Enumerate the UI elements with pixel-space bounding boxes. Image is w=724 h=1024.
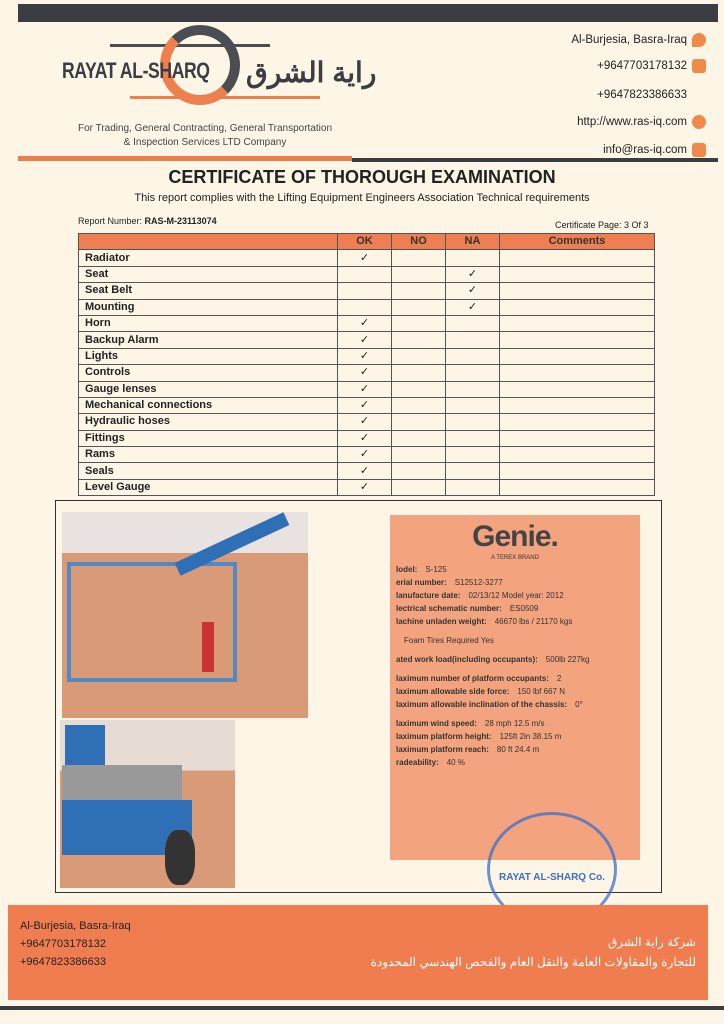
no-cell [392,463,446,479]
table-row [79,283,655,299]
contact-address [406,32,706,48]
table-row [79,365,655,381]
plate-line [396,578,634,588]
comments-cell [500,397,655,413]
plate-value: 28 mph 12.5 m/s [484,719,545,728]
item-label: Mechanical connections [79,397,338,413]
inspection-table [78,233,655,496]
plate-value: Foam Tires Required Yes [404,636,494,645]
plate-value: 0° [575,700,583,709]
na-cell [446,430,500,446]
item-label: Fittings [79,430,338,446]
ok-cell [338,266,392,282]
no-cell [392,365,446,381]
plate-value: 02/13/12 Model year: 2012 [468,591,564,600]
footer-phone: +9647703178132 [20,938,106,950]
na-cell [446,381,500,397]
bottom-bar [0,1006,724,1010]
plate-value: 125ft 2in 38.15 m [499,732,562,741]
plate-line [396,655,634,665]
plate-label: laximum wind speed: [396,719,477,728]
table-row [79,479,655,495]
ok-cell: ✓ [338,365,392,381]
certificate-page: Certificate Page: 3 Of 3 [555,220,649,230]
comments-cell [500,381,655,397]
ok-cell: ✓ [338,414,392,430]
item-label: Seat Belt [79,283,338,299]
comments-cell [500,463,655,479]
header-item [79,234,338,250]
plate-label: lodel: [396,565,418,574]
company-name-en: RAYAT AL-SHARQ [62,58,210,83]
header-no: NO [392,234,446,250]
contact-text: +9647703178132 [597,60,687,72]
item-label: Lights [79,348,338,364]
company-stamp-text: RAYAT AL-SHARQ Co. [499,872,605,883]
contact-phone2 [387,87,687,103]
ok-cell [338,299,392,315]
comments-cell [500,332,655,348]
no-cell [392,299,446,315]
header-comments: Comments [500,234,655,250]
item-label: Rams [79,447,338,463]
na-cell [446,348,500,364]
na-cell: ✓ [446,283,500,299]
ok-cell [338,283,392,299]
genie-sub: A TEREX BRAND [491,555,539,561]
no-cell [392,348,446,364]
location-icon [692,33,706,47]
plate-line [396,617,634,627]
divider [352,158,718,162]
ok-cell: ✓ [338,397,392,413]
plate-line [396,732,634,742]
plate-label: laximum platform reach: [396,745,489,754]
report-number [78,216,217,227]
comments-cell [500,430,655,446]
no-cell [392,479,446,495]
item-label: Controls [79,365,338,381]
table-row [79,381,655,397]
ok-cell: ✓ [338,250,392,266]
table-row [79,414,655,430]
table-row [79,447,655,463]
plate-value: S12512-3277 [454,578,503,587]
phone-icon [692,59,706,73]
ok-cell: ✓ [338,430,392,446]
contact-text: +9647823386633 [597,89,687,101]
na-cell: ✓ [446,266,500,282]
globe-icon [692,115,706,129]
plate-line [396,591,634,601]
contact-text[interactable]: http://www.ras-iq.com [577,116,687,128]
item-label: Seat [79,266,338,282]
report-value: RAS-M-23113074 [144,216,217,226]
contact-phone1 [406,58,706,74]
tagline-line: For Trading, General Contracting, General Transportation [77,123,333,134]
plate-value: 40 % [446,758,465,767]
ok-cell: ✓ [338,315,392,331]
plate-line [396,700,634,710]
plate-label: lectrical schematic number: [396,604,502,613]
plate-line [396,745,634,755]
ok-cell: ✓ [338,348,392,364]
plate-line [396,636,634,646]
footer-tagline-ar: للتجارة والمقاولات العامة والنقل العام والفحص الهندسي المحدودة [370,955,696,969]
no-cell [392,283,446,299]
plate-label: laximum allowable inclination of the chassis: [396,700,568,709]
plate-line [396,687,634,697]
certificate-title: CERTIFICATE OF THOROUGH EXAMINATION [168,167,556,187]
contact-text: Al-Burjesia, Basra-Iraq [571,34,687,46]
contact-website[interactable] [406,114,706,130]
table-header [79,234,655,250]
divider [18,156,352,161]
company-name-ar: راية الشرق [246,57,377,88]
na-cell [446,447,500,463]
table-row [79,332,655,348]
footer-address: Al-Burjesia, Basra-Iraq [20,920,131,932]
item-label: Mounting [79,299,338,315]
tagline-line: & Inspection Services LTD Company [123,137,287,148]
no-cell [392,447,446,463]
certificate-subtitle: This report complies with the Lifting Equipment Engineers Association Technical requirements [134,192,590,204]
table-row [79,430,655,446]
machine-photo [62,512,308,718]
comments-cell [500,447,655,463]
item-label: Gauge lenses [79,381,338,397]
mail-icon [692,143,706,157]
comments-cell [500,365,655,381]
item-label: Level Gauge [79,479,338,495]
na-cell: ✓ [446,299,500,315]
item-label: Radiator [79,250,338,266]
plate-value: S-125 [425,565,447,574]
ok-cell: ✓ [338,447,392,463]
comments-cell [500,479,655,495]
na-cell [446,250,500,266]
ok-cell: ✓ [338,479,392,495]
plate-line [396,719,634,729]
na-cell [446,479,500,495]
table-row [79,299,655,315]
genie-logo: Genie. [472,520,558,553]
no-cell [392,397,446,413]
na-cell [446,397,500,413]
comments-cell [500,283,655,299]
item-label: Horn [79,315,338,331]
table-row [79,397,655,413]
plate-label: lanufacture date: [396,591,461,600]
report-label: Report Number: [78,216,143,226]
top-bar [18,4,718,22]
plate-label: erial number: [396,578,447,587]
plate-label: laximum allowable side force: [396,687,510,696]
plate-label: laximum number of platform occupants: [396,674,549,683]
item-label: Hydraulic hoses [79,414,338,430]
contact-text[interactable]: info@ras-iq.com [603,144,687,156]
plate-value: 46670 lbs / 21170 kgs [494,617,573,626]
table-row [79,266,655,282]
item-label: Seals [79,463,338,479]
no-cell [392,250,446,266]
na-cell [446,414,500,430]
logo-line [130,96,320,99]
genie-data-plate [390,515,640,860]
tagline [55,122,355,150]
comments-cell [500,250,655,266]
plate-value: 80 ft 24.4 m [496,745,540,754]
header-na: NA [446,234,500,250]
table-row [79,463,655,479]
machine-photo [60,720,235,888]
plate-line [396,565,634,575]
plate-value: 500lb 227kg [545,655,590,664]
na-cell [446,365,500,381]
no-cell [392,430,446,446]
na-cell [446,463,500,479]
plate-label: radeability: [396,758,439,767]
plate-label: laximum platform height: [396,732,492,741]
footer-phone: +9647823386633 [20,956,106,968]
plate-value: 150 lbf 667 N [517,687,565,696]
plate-line [396,758,634,768]
no-cell [392,315,446,331]
no-cell [392,266,446,282]
table-row [79,250,655,266]
plate-line [396,604,634,614]
no-cell [392,381,446,397]
plate-value: 2 [556,674,562,683]
no-cell [392,332,446,348]
table-row [79,348,655,364]
na-cell [446,315,500,331]
plate-value: ES0509 [509,604,539,613]
comments-cell [500,348,655,364]
contact-email[interactable] [406,142,706,158]
ok-cell: ✓ [338,381,392,397]
comments-cell [500,414,655,430]
item-label: Backup Alarm [79,332,338,348]
plate-line [396,674,634,684]
plate-label: lachine unladen weight: [396,617,487,626]
plate-label: ated work load(including occupants): [396,655,538,664]
ok-cell: ✓ [338,463,392,479]
comments-cell [500,299,655,315]
ok-cell: ✓ [338,332,392,348]
na-cell [446,332,500,348]
footer-company-ar: شركة راية الشرق [607,935,696,949]
table-row [79,315,655,331]
comments-cell [500,266,655,282]
header-ok: OK [338,234,392,250]
no-cell [392,414,446,430]
comments-cell [500,315,655,331]
